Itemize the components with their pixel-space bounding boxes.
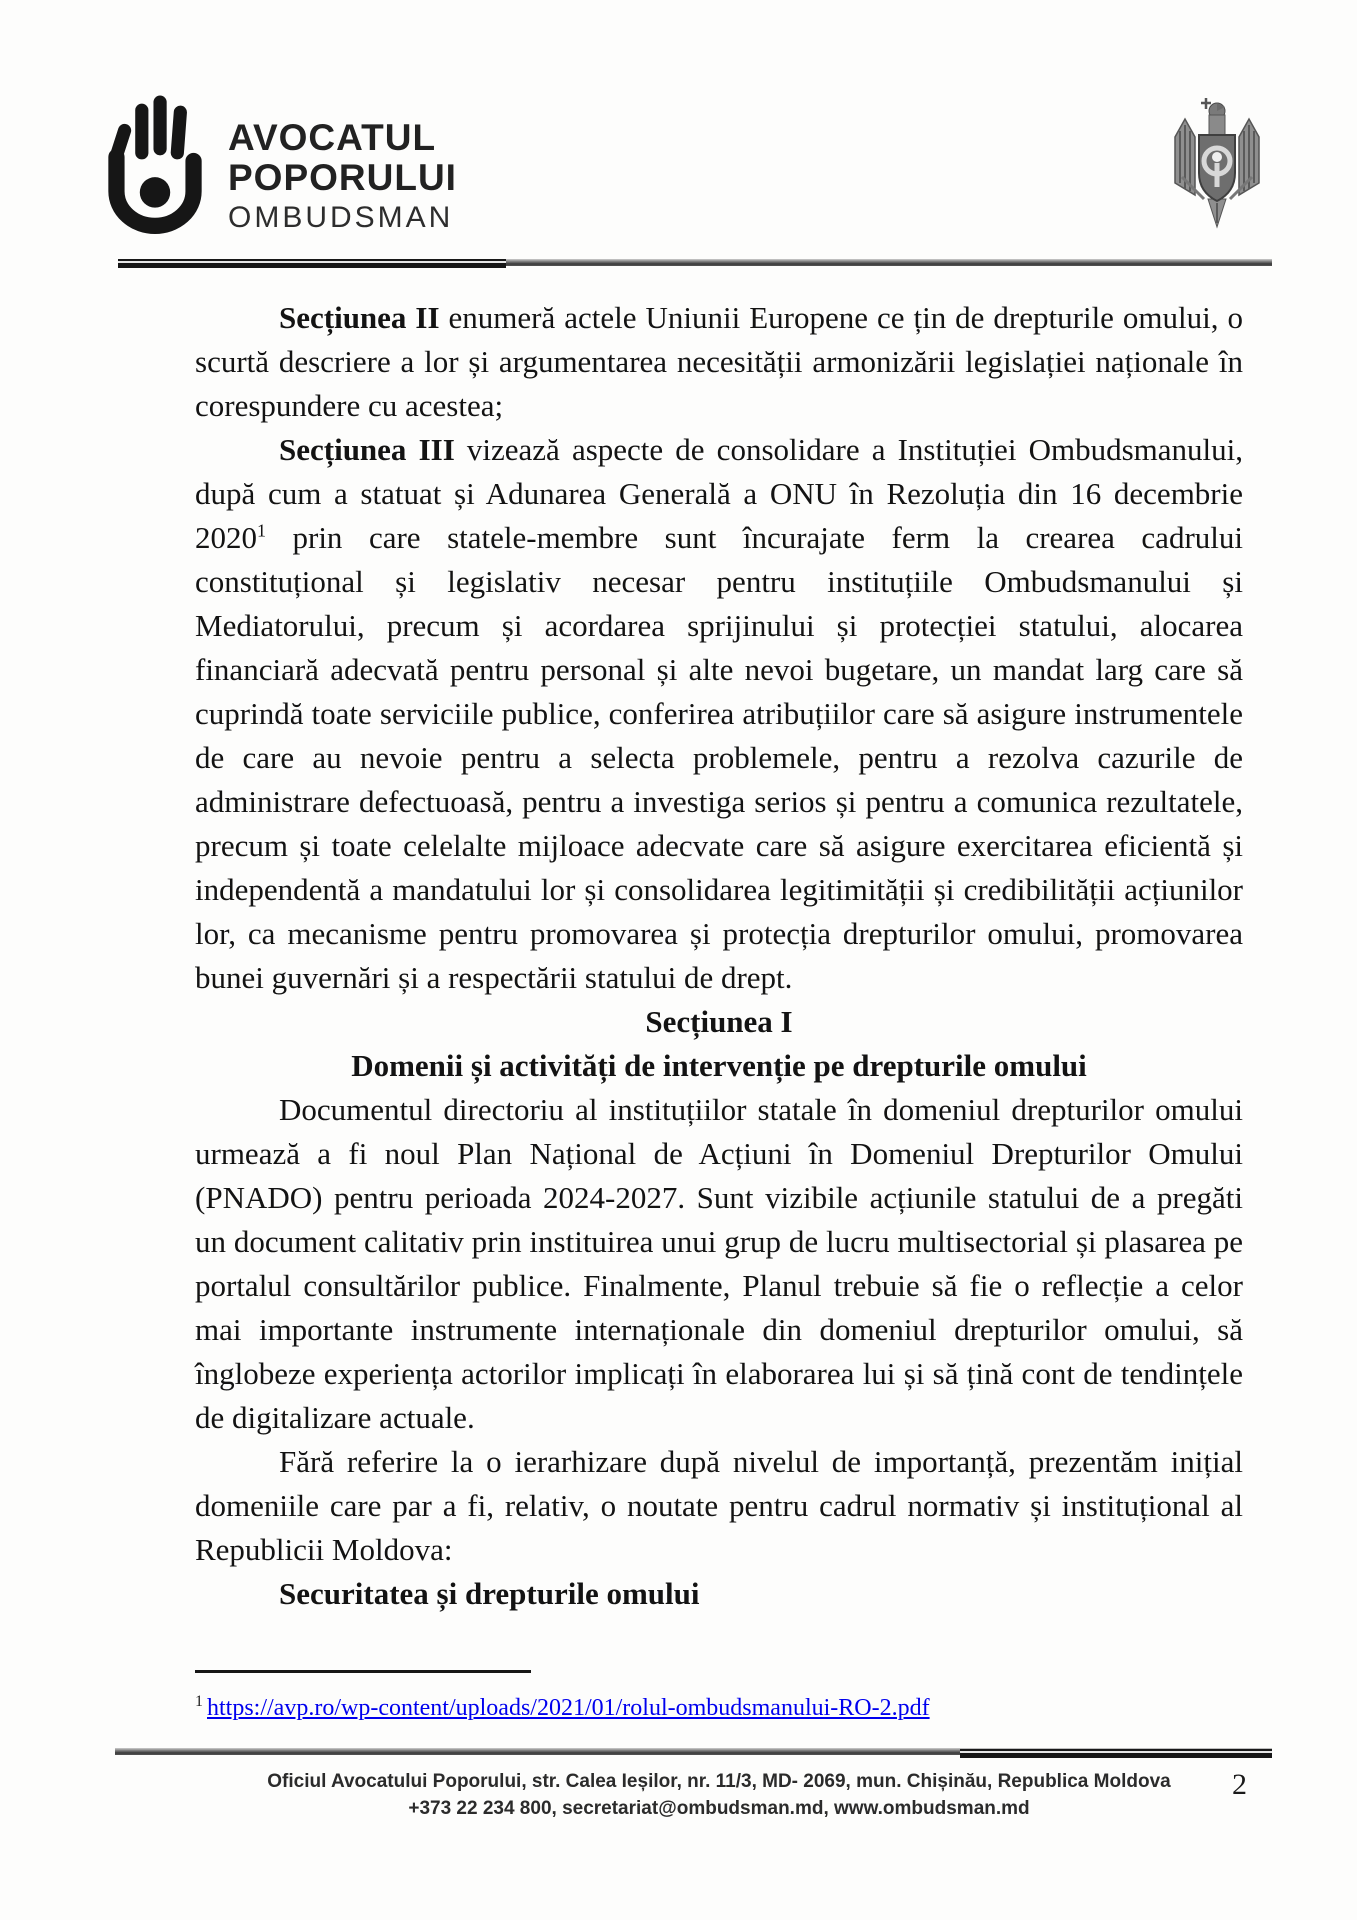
logo-line-3: OMBUDSMAN [228,201,454,234]
sectiunea-2-text: enumeră actele Uniunii Europene ce țin de drepturile omului, o scurtă descriere a lor și argumentarea necesității armonizării legislației naționale în corespundere cu acestea; [195,300,1243,423]
paragraph-sectiunea-3 [195,428,1243,1000]
moldova-coat-of-arms-icon [1172,97,1262,233]
header-divider [118,259,1272,266]
footer-address-line: Oficiul Avocatului Poporului, str. Calea Ieșilor, nr. 11/3, MD- 2069, mun. Chișinău, Republica Moldova [267,1771,1171,1792]
sectiunea-3-text-1: vizează aspecte de consolidare a Instituției Ombudsmanului, după cum a statuat și Adunarea Generală a ONU în Rezoluția din 16 decembrie 2020 [195,432,1243,555]
hand-palm-icon [104,94,206,236]
logo-line-1: AVOCATUL [228,117,437,158]
footer-divider-dark-segment [960,1749,1272,1758]
section-1-subtitle: Domenii și activități de intervenție pe drepturile omului [351,1048,1087,1083]
document-body [195,296,1243,1616]
ombudsman-logo [228,118,457,236]
section-1-title: Secțiunea I [645,1004,793,1039]
footnote [195,1687,1243,1723]
paragraph-pnado: Documentul directoriu al instituțiilor statale în domeniul drepturilor omului urmează a fi noul Plan Național de Acțiuni în Domeniul Drepturilor Omului (PNADO) pentru perioada 2024-2027. Sunt vizibile acțiunile statului de a pregăti un document calitativ prin instituirea unui grup de lucru multisectorial și plasarea pe portalul consultărilor publice. Finalmente, Planul trebuie să fie o reflecție a celor mai importante instrumente internaționale din domeniul drepturilor omului, să înglobeze experiența actorilor implicați în elaborarea lui și să țină cont de tendințele de digitalizare actuale. [195,1092,1243,1435]
logo-line-2: POPORULUI [228,157,457,198]
footer-contact-line: +373 22 234 800, secretariat@ombudsman.md, www.ombudsman.md [408,1798,1030,1819]
footnote-separator [195,1670,531,1673]
sectiunea-3-text-2: prin care statele-membre sunt încurajate ferm la crearea cadrului constituțional și legislativ necesar pentru instituțiile Ombudsmanului și Mediatorului, precum și acordarea sprijinului și protecției statului, alocarea financiară adecvată pentru personal și alte nevoi bugetare, un mandat larg care să cuprindă toate serviciile publice, conferirea atribuțiilor care să asigure instrumentele de care au nevoie pentru a selecta problemele, pentru a rezolva cazurile de administrare defectuoasă, pentru a investiga serios și pentru a comunica rezultatele, precum și toate celelalte mijloace adecvate care să asigure exercitarea eficientă și independentă a mandatului lor și consolidarea legitimității și credibilității acțiunilor lor, ca mecanisme pentru promovarea și protecția drepturilor omului, promovarea bunei guvernări și a respectării statului de drept. [195,520,1243,995]
paragraph-fara-referire: Fără referire la o ierarhizare după nivelul de importanță, prezentăm inițial domeniile care par a fi, relativ, o noutate pentru cadrul normativ și instituțional al Republicii Moldova: [195,1444,1243,1567]
footer-divider [115,1748,1272,1755]
header-divider-dark-segment [118,259,506,268]
subheading-securitatea [195,1572,1243,1616]
footnote-area [195,1670,1243,1723]
subheading-securitatea-text: Securitatea și drepturile omului [279,1576,700,1611]
page-footer [195,1768,1243,1822]
footnote-link[interactable]: https://avp.ro/wp-content/uploads/2021/01/rolul-ombudsmanului-RO-2.pdf [207,1695,930,1721]
sectiunea-3-lead: Secțiunea III [279,432,455,467]
paragraph-sectiunea-2 [195,296,1243,428]
sectiunea-2-lead: Secțiunea II [279,300,440,335]
footnote-marker: 1 [195,1693,203,1710]
footnote-reference: 1 [257,520,266,541]
page-number: 2 [1232,1768,1247,1801]
